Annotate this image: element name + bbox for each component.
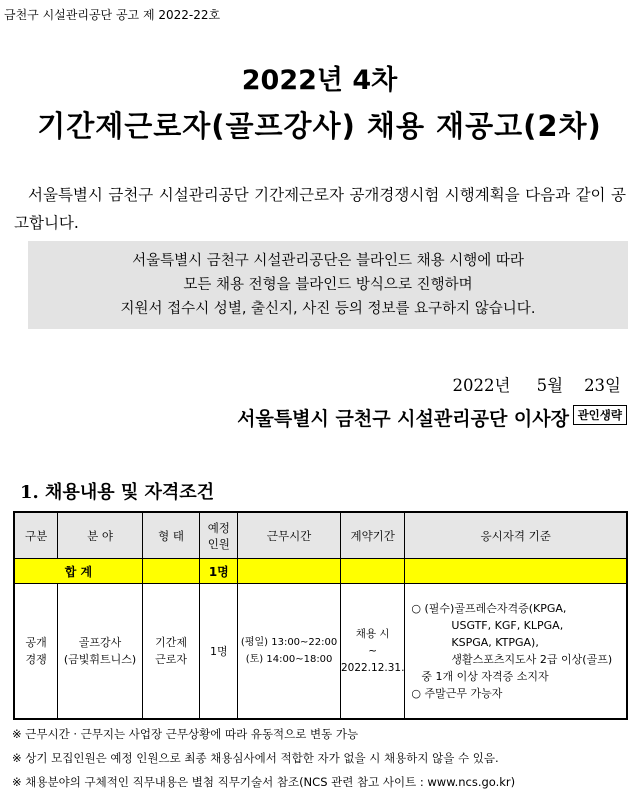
cell-field [58,584,142,720]
note-item: ※ 근무시간 · 근무지는 사업장 근무상황에 따라 유동적으로 변동 가능 [12,727,359,741]
header-planned-line: 인원 [207,536,230,551]
cell-type [142,584,200,720]
total-row [14,559,627,584]
notes [12,722,515,794]
header-division: 구분 [14,512,58,559]
qualification-line: USGTF, KGF, KLPGA, [451,619,564,632]
field-line: (금빛휘트니스) [63,653,137,666]
issuer-name: 서울특별시 금천구 시설관리공단 이사장 [237,408,569,430]
date-day: 23일 [584,376,621,395]
contract-line: 2022.12.31. [340,661,405,674]
header-planned-line: 예정 [207,520,230,535]
cell-hours [238,584,341,720]
total-empty [142,559,200,584]
division-line: 경쟁 [25,653,47,666]
division-line: 공개 [25,636,47,649]
cell-qualification [405,584,627,720]
total-empty [405,559,627,584]
total-empty [340,559,404,584]
qualification-line: KSPGA, KTPGA), [451,636,539,649]
cell-contract [340,584,404,720]
blind-notice-line: 모든 채용 전형을 블라인드 방식으로 진행하며 [183,277,473,293]
total-empty [238,559,341,584]
announcement-date [452,372,621,396]
qualification-line: 중 1개 이상 자격증 소지자 [421,670,549,683]
blind-notice-box [28,241,628,329]
date-month: 5월 [536,376,564,395]
contract-line: ~ [368,644,378,657]
title-line-1: 2022년 4차 [241,65,398,96]
seal-omitted-stamp: 관인생략 [573,405,627,425]
recruitment-table [13,511,628,720]
blind-notice-line: 서울특별시 금천구 시설관리공단은 블라인드 채용 시행에 따라 [132,253,524,269]
header-qualification: 응시자격 기준 [405,512,627,559]
intro-text: 서울특별시 금천구 시설관리공단 기간제근로자 공개경쟁시험 시행계획을 다음과 같이 공고합니다. [14,186,626,232]
header-type: 형 태 [142,512,200,559]
header-contract: 계약기간 [340,512,404,559]
blind-notice-line: 지원서 접수시 성별, 출신지, 사진 등의 정보를 요구하지 않습니다. [120,301,536,317]
note-item: ※ 채용분야의 구체적인 직무내용은 별첨 직무기술서 참조(NCS 관련 참고 사이트 : www.ncs.go.kr) [12,775,516,789]
header-field: 분 야 [58,512,142,559]
qualification-line: 생활스포츠지도사 2급 이상(골프) [451,653,613,666]
title-line-2: 기간제근로자(골프강사) 채용 재공고(2차) [37,109,602,143]
qualification-line: ○ (필수)골프레슨자격증(KPGA, [411,602,567,615]
total-count: 1명 [200,559,238,584]
qualification-line: ○ 주말근무 가능자 [411,687,503,700]
notice-number: 금천구 시설관리공단 공고 제 2022-22호 [4,8,221,22]
header-planned-count [200,512,238,559]
section-title: 1. 채용내용 및 자격조건 [20,482,215,503]
cell-division [14,584,58,720]
note-item: ※ 상기 모집인원은 예정 인원으로 최종 채용심사에서 적합한 자가 없을 시 채용하지 않을 수 있음. [12,751,499,765]
type-line: 근로자 [155,653,188,666]
total-label: 합 계 [14,559,142,584]
field-line: 골프강사 [78,636,122,649]
hours-line: (토) 14:00~18:00 [245,654,333,665]
hours-line: (평일) 13:00~22:00 [240,637,338,648]
table-row [14,584,627,720]
cell-count: 1명 [200,584,238,720]
type-line: 기간제 [155,636,188,649]
date-year: 2022년 [452,376,511,395]
header-hours: 근무시간 [238,512,341,559]
contract-line: 채용 시 [355,627,390,640]
